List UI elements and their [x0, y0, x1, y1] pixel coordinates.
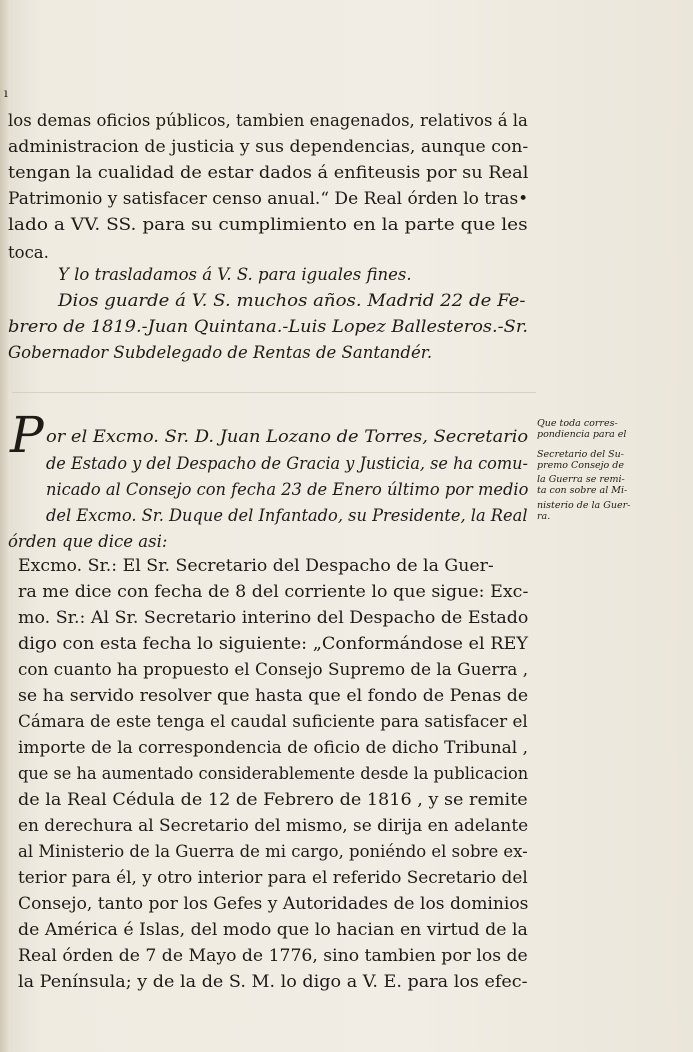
text-line: Consejo, tanto por los Gefes y Autoridades de los dominios	[18, 894, 529, 913]
margin-mark: ı	[4, 86, 8, 100]
side-note-line: Secretario del Su-	[537, 449, 625, 460]
text-line: de Estado y del Despacho de Gracia y Justicia, se ha comu-	[46, 454, 528, 473]
text-line: con cuanto ha propuesto el Consejo Supremo de la Guerra ,	[18, 660, 529, 679]
text-line: Dios guarde á V. S. muchos años. Madrid 22 de Fe-	[58, 291, 526, 310]
text-line: brero de 1819.-Juan Quintana.-Luis Lopez Ballesteros.-Sr.	[8, 317, 529, 336]
text-line: mo. Sr.: Al Sr. Secretario interino del Despacho de Estado	[18, 608, 529, 627]
text-line: los demas oficios públicos, tambien enagenados, relativos á la	[8, 111, 528, 130]
side-note-line: ra.	[537, 511, 551, 522]
text-line: de la Real Cédula de 12 de Febrero de 1816 , y se remite	[18, 790, 528, 809]
text-line: al Ministerio de la Guerra de mi cargo, poniéndo el sobre ex-	[18, 842, 528, 861]
text-line: administracion de justicia y sus dependencias, aunque con-	[8, 137, 529, 156]
side-note-line: nisterio de la Guer-	[537, 500, 631, 511]
text-line: nicado al Consejo con fecha 23 de Enero último por medio	[46, 480, 529, 499]
side-note-line: Que toda corres-	[537, 418, 618, 429]
text-line: Excmo. Sr.: El Sr. Secretario del Despacho de la Guer-	[18, 556, 494, 575]
section-divider	[12, 392, 536, 393]
text-line: de América é Islas, del modo que lo hacian en virtud de la	[18, 920, 528, 939]
text-line: se ha servido resolver que hasta que el fondo de Penas de	[18, 686, 529, 705]
text-line: ra me dice con fecha de 8 del corriente lo que sigue: Exc-	[18, 582, 529, 601]
text-line: órden que dice asi:	[8, 532, 168, 551]
text-line: que se ha aumentado considerablemente desde la publicacion	[18, 764, 529, 783]
drop-cap: P	[10, 406, 44, 464]
text-line: la Península; y de la de S. M. lo digo a V. E. para los efec-	[18, 972, 528, 991]
text-line: Y lo trasladamos á V. S. para iguales fines.	[58, 265, 412, 284]
text-line: en derechura al Secretario del mismo, se dirija en adelante	[18, 816, 529, 835]
text-line: Patrimonio y satisfacer censo anual.“ De Real órden lo tras•	[8, 189, 529, 208]
text-line: toca.	[8, 243, 49, 262]
text-line: Real órden de 7 de Mayo de 1776, sino tambien por los de	[18, 946, 528, 965]
text-line: digo con esta fecha lo siguiente: „Conformándose el REY	[18, 634, 529, 653]
side-note-line: ta con sobre al Mi-	[537, 485, 628, 496]
text-line: importe de la correspondencia de oficio de dicho Tribunal ,	[18, 738, 528, 757]
text-line: terior para él, y otro interior para el referido Secretario del	[18, 868, 528, 887]
text-line: or el Excmo. Sr. D. Juan Lozano de Torres, Secretario	[46, 427, 529, 446]
text-line: Gobernador Subdelegado de Rentas de Santandér.	[8, 343, 433, 362]
side-note-line: premo Consejo de	[537, 460, 624, 471]
text-line: Cámara de este tenga el caudal suficiente para satisfacer el	[18, 712, 528, 731]
side-note-line: pondiencia para el	[537, 429, 627, 440]
text-line: del Excmo. Sr. Duque del Infantado, su Presidente, la Real	[46, 506, 528, 525]
side-note-line: la Guerra se remi-	[537, 474, 625, 485]
text-line: tengan la cualidad de estar dados á enfiteusis por su Real	[8, 163, 529, 182]
text-line: lado a VV. SS. para su cumplimiento en la parte que les	[8, 215, 528, 234]
